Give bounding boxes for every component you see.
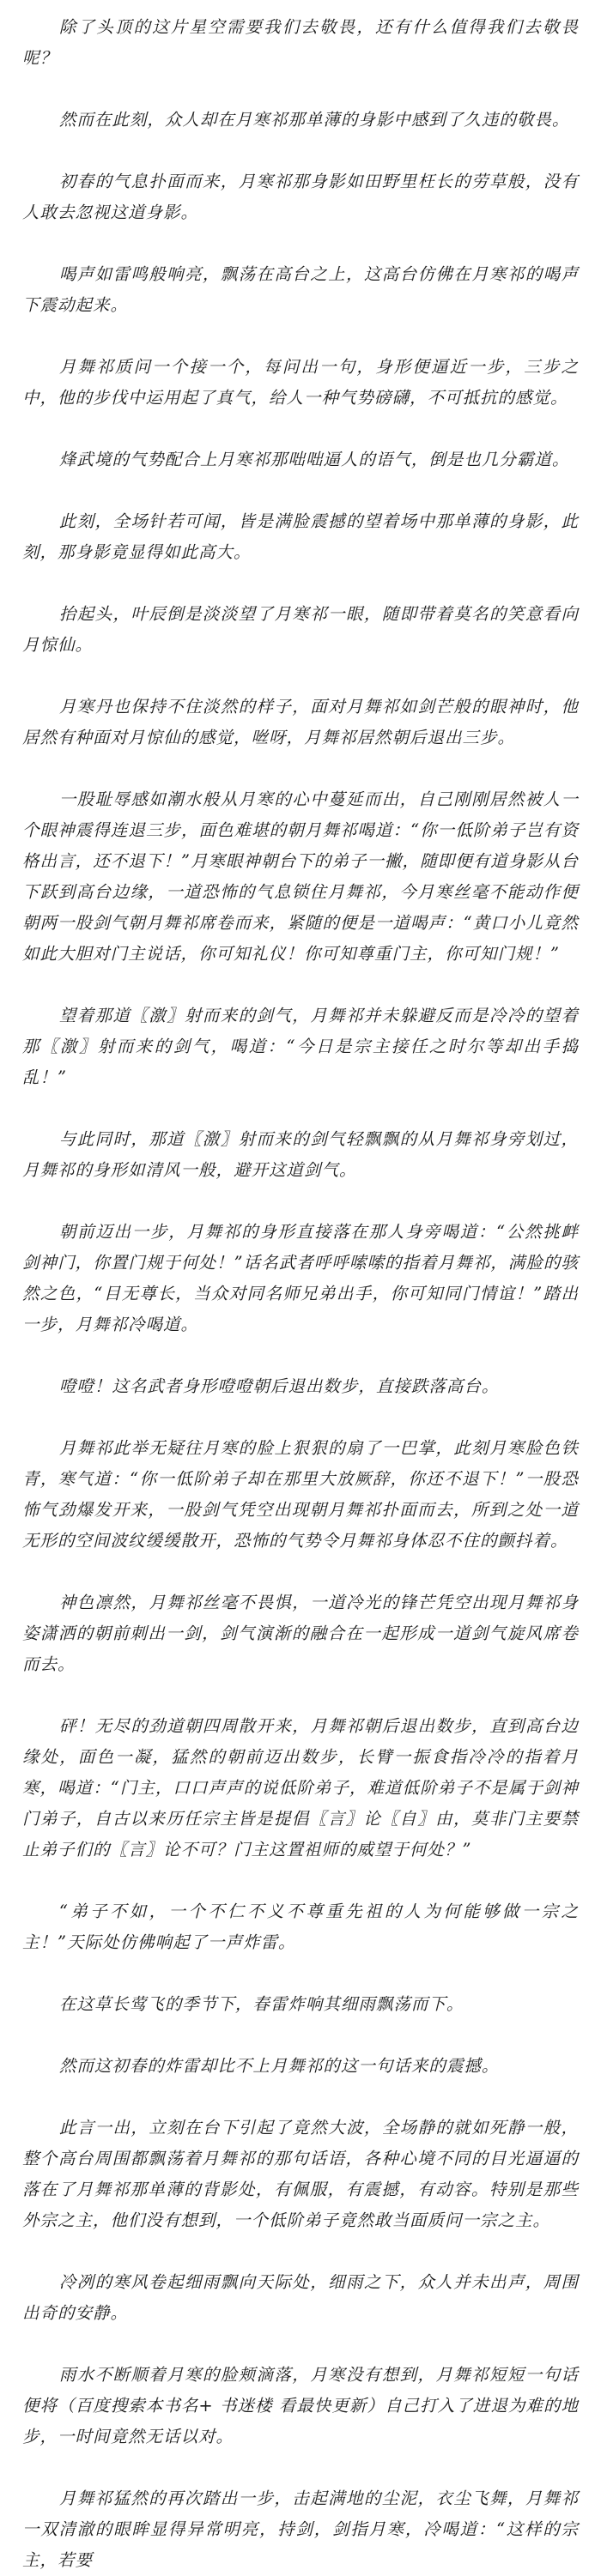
paragraph: 砰！无尽的劲道朝四周散开来，月舞祁朝后退出数步，直到高台边缘处，面色一凝，猛然的朝前迈出数步，长臂一振食指冷冷的指着月寒，喝道：“门主，口口声声的说低阶弟子，难道低阶弟子不是属于剑神门弟子，自古以来历任宗主皆是提倡〖言〗论〖自〗由，莫非门主要禁止弟子们的〖言〗论不可？门主这置祖师的威望于何处？” — [22, 1716, 579, 1859]
paragraph: 神色凛然，月舞祁丝毫不畏惧，一道冷光的锋芒凭空出现月舞祁身姿潇洒的朝前刺出一剑，剑气演渐的融合在一起形成一道剑气旋风席卷而去。 — [22, 1593, 579, 1674]
paragraph: 噔噔！这名武者身形噔噔朝后退出数步，直接跌落高台。 — [58, 1376, 500, 1396]
paragraph: 此言一出，立刻在台下引起了竟然大波，全场静的就如死静一般，整个高台周围都飘荡着月舞祁的那句话语，各种心境不同的目光逼逼的落在了月舞祁那单薄的背影处，有佩服，有震撼，有动容。特别是那些外宗之主，他们没有想到，一个低阶弟子竟然敢当面质问一宗之主。 — [22, 2118, 579, 2230]
paragraph: 此刻，全场针若可闻，皆是满脸震撼的望着场中那单薄的身影，此刻，那身影竟显得如此高大。 — [22, 511, 579, 562]
paragraph: 除了头顶的这片星空需要我们去敬畏，还有什么值得我们去敬畏呢？ — [22, 17, 579, 68]
paragraph: 初春的气息扑面而来，月寒祁那身影如田野里枉长的劳草般，没有人敢去忽视这道身影。 — [22, 172, 579, 222]
paragraph: 朝前迈出一步，月舞祁的身形直接落在那人身旁喝道：“公然挑衅剑神门，你置门规于何处！”话名武者呼呼嗦嗦的指着月舞祁，满脸的骇然之色，“目无尊长，当众对同名师兄弟出手，你可知同门情谊！”踏出一步，月舞祁冷喝道。 — [22, 1222, 579, 1334]
paragraph: 雨水不断顺着月寒的脸颊滴落，月寒没有想到，月舞祁短短一句话便将（百度搜索本书名+ 书迷楼 看最快更新）自己打入了进退为难的地步，一时间竟然无话以对。 — [22, 2365, 579, 2446]
paragraph: 喝声如雷鸣般响亮，飘荡在高台之上，这高台仿佛在月寒祁的喝声下震动起来。 — [22, 264, 579, 315]
paragraph: “弟子不如，一个不仁不义不尊重先祖的人为何能够做一宗之主！”天际处仿佛响起了一声炸雷。 — [22, 1902, 579, 1952]
paragraph: 抬起头，叶辰倒是淡淡望了月寒祁一眼，随即带着莫名的笑意看向月惊仙。 — [22, 604, 579, 655]
paragraph: 月舞祁猛然的再次踏出一步，击起满地的尘泥，衣尘飞舞，月舞祁一双清澈的眼眸显得异常明亮，持剑，剑指月寒，冷喝道：“这样的宗主，若要 — [22, 2488, 579, 2570]
paragraph: 然而这初春的炸雷却比不上月舞祁的这一句话来的震撼。 — [58, 2056, 500, 2076]
paragraph: 烽武境的气势配合上月寒祁那咄咄逼人的语气，倒是也几分霸道。 — [58, 450, 570, 469]
paragraph: 然而在此刻，众人却在月寒祁那单薄的身影中感到了久违的敬畏。 — [58, 110, 570, 130]
paragraph: 冷冽的寒风卷起细雨飘向天际处，细雨之下，众人并未出声，周围出奇的安静。 — [22, 2272, 579, 2323]
paragraph: 月舞祁此举无疑往月寒的脸上狠狠的扇了一巴掌，此刻月寒脸色铁青，寒气道：“你一低阶弟子却在那里大放厥辞，你还不退下！”一股恐怖气劲爆发开来，一股剑气凭空出现朝月舞祁扑面而去，所到之处一道无形的空间波纹缓缓散开，恐怖的气势令月舞祁身体忍不住的颤抖着。 — [22, 1438, 579, 1551]
paragraph: 一股耻辱感如潮水般从月寒的心中蔓延而出，自己刚刚居然被人一个眼神震得连退三步，面色难堪的朝月舞祁喝道：“你一低阶弟子岂有资格出言，还不退下！”月寒眼神朝台下的弟子一撇，随即便有道身影从台下跃到高台边缘，一道恐怖的气息锁住月舞祁，今月寒丝毫不能动作便朝两一股剑气朝月舞祁席卷而来，紧随的便是一道喝声：“黄口小儿竟然如此大胆对门主说话，你可知礼仪！你可知尊重门主，你可知门规！” — [22, 789, 579, 964]
paragraph: 月舞祁质问一个接一个，每问出一句，身形便逼近一步，三步之中，他的步伐中运用起了真气，给人一种气势磅礴，不可抵抗的感觉。 — [22, 357, 579, 408]
paragraph: 望着那道〖激〗射而来的剑气，月舞祁并未躲避反而是冷冷的望着那〖激〗射而来的剑气，喝道：“今日是宗主接任之时尔等却出手捣乱！” — [22, 1006, 579, 1087]
paragraph: 月寒丹也保持不住淡然的样子，面对月舞祁如剑芒般的眼神时，他居然有种面对月惊仙的感觉，咝呀，月舞祁居然朝后退出三步。 — [22, 697, 579, 747]
paragraph: 在这草长莺飞的季节下，春雷炸响其细雨飘荡而下。 — [58, 1994, 464, 2014]
paragraph: 与此同时，那道〖激〗射而来的剑气轻飘飘的从月舞祁身旁划过，月舞祁的身形如清风一般，避开这道剑气。 — [22, 1129, 579, 1180]
